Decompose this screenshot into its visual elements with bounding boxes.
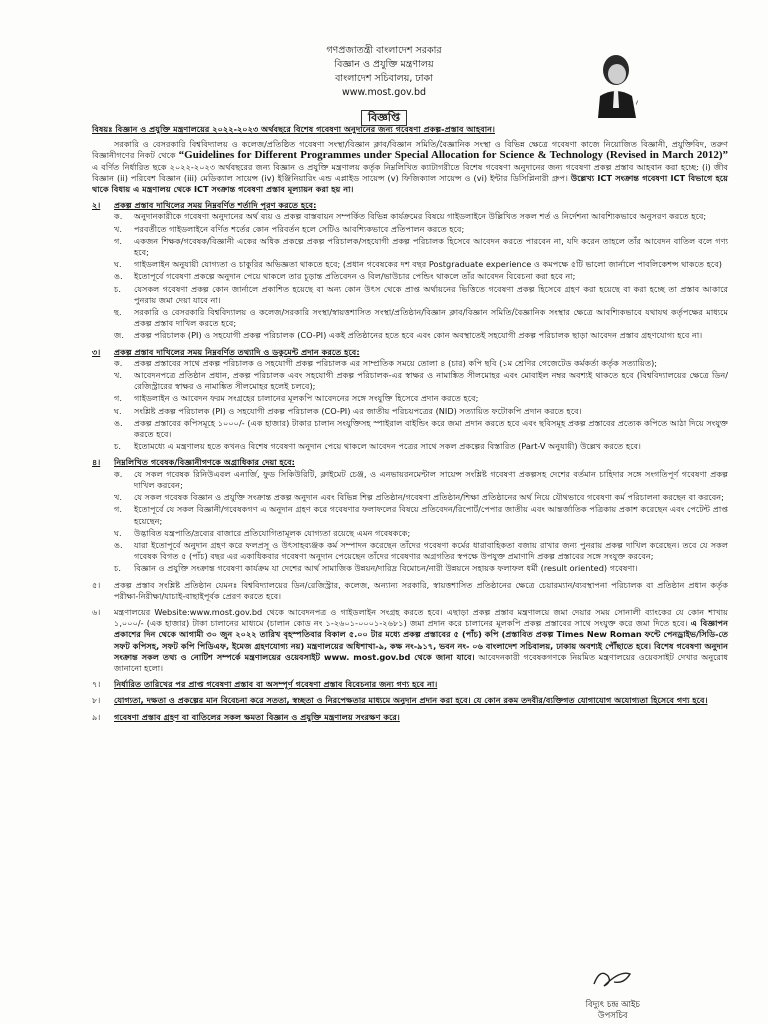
notice-title-box — [0, 106, 768, 126]
govt-name: গণপ্রজাতন্ত্রী বাংলাদেশ সরকার — [326, 45, 442, 56]
list-item: ঘ. গাইডলাইন অনুযায়ী যোগ্যতা ও চাকুরির অভিজ্ঞতা থাকতে হবে; (প্রধান গবেষকের দশ বছর Postgraduate experience ও কমপক্ষে ৫টি ভালো জার্নালে পাবলিকেশন্স থাকতে হবে) — [114, 259, 722, 270]
list-item: ঘ. উদ্ভাবিত যন্ত্রপাতি/দ্রব্যের বাজারে প্রতিযোগিতামূলক যোগ্যতা রয়েছে এমন গবেষককে; — [114, 527, 411, 538]
list-item: ঘ. সংশ্লিষ্ট প্রকল্প পরিচালক (PI) ও সহযোগী প্রকল্প পরিচালক (CO-PI) এর জাতীয় পরিচয়পত্রের (NID) সত্যায়িত ফটোকপি প্রদান করতে হবে। — [114, 405, 582, 416]
para6-text1: মন্ত্রণালয়ের Website:www.most.gov.bd থেকে আবেদনপত্র ও গাইডলাইন সংগ্রহ করতে হবে। এছাড়া প্রকল্প প্রস্তাব মন্ত্রণালয়ে জমা দেয়ার সময় সোনালী ব্যাংকের যে কোন শাখায় ১,০০০/- (এক হাজার) টাকা চালানের মাধ্যমে (চালান কোড নং ১-২৬০১-০০০১-২৬৮১) জমা প্রদান করে চালানের মূলকপি প্রকল্প প্রস্তাবের সাথে সংযুক্ত করে জমা দিতে হবে। — [114, 606, 728, 629]
section-2-heading: ২। প্রকল্প প্রস্তাব দাখিলের সময় নিম্নবর্ণিত শর্তাদি পূরণ করতে হবে: — [92, 200, 317, 211]
signature-mark — [590, 964, 636, 992]
list-item: ছ. সরকারি ও বেসরকারি বিশ্ববিদ্যালয় ও কলেজ/সরকারি সংস্থা/স্বায়ত্তশাসিত সংস্থা/প্রতিষ্ঠান/বিজ্ঞান ক্লাব/বিজ্ঞান সমিতি/বৈজ্ঞানিক সংস্থার ক্ষেত্রে আবশ্যিকভাবে যথাযথ কর্তৃপক্ষের মাধ্যমে প্রকল্প প্রস্তাব দাখিল করতে হবে; — [114, 307, 728, 329]
notice-body — [92, 124, 728, 723]
list-item: ক. অনুদানকারীকে গবেষণা অনুদানের অর্থ ব্যয় ও প্রকল্প বাস্তবায়ন সম্পর্কিত বিভিন্ন কার্যক্রমের বিষয়ে গাইডলাইনে উল্লিখিত সকল শর্ত ও নির্দেশনা আবশ্যিকভাবে অনুসরণ করতে হবে; — [114, 211, 707, 222]
subject-line: বিষয়ঃ বিজ্ঞান ও প্রযুক্তি মন্ত্রণালয়ের ২০২২-২০২৩ অর্থবছরে বিশেষ গবেষণা অনুদানের জন্য গবেষণা প্রকল্প-প্রস্তাব আহবান। — [92, 124, 495, 134]
list-item: গ. একজন শিক্ষক/গবেষক/বিজ্ঞানী একের অধিক প্রকল্পে প্রকল্প পরিচালক/সহযোগী প্রকল্প পরিচালক হিসেবে আবেদন করতে পারবেন না, যদি করেন তাহলে তাঁর আবেদন বাতিল বলে গণ্য হবে; — [114, 235, 728, 258]
section-4-heading: ৪। নিম্নলিখিত গবেষক/বিজ্ঞানীগণকে অগ্রাধিকার দেয়া হবে: — [92, 457, 295, 468]
section-4-list — [114, 469, 728, 575]
list-item: খ. যে সকল গবেষক বিজ্ঞান ও প্রযুক্তি সংক্রান্ত প্রকল্প অনুদান এবং বিভিন্ন শিল্প প্রতিষ্ঠান/গবেষণা প্রতিষ্ঠান/শিক্ষা প্রতিষ্ঠানের অর্থ নিয়ে যৌথভাবে গবেষণা কর্ম পরিচালনা করছেন বা করবেন; — [114, 492, 724, 503]
ministry-address: বাংলাদেশ সচিবালয়, ঢাকা — [335, 73, 433, 84]
section-3-heading: ৩। প্রকল্প প্রস্তাব দাখিলের সময় নিম্নবর্ণিত তথ্যাদি ও ডকুমেন্ট প্রদান করতে হবে: — [92, 346, 360, 357]
section-3 — [92, 347, 728, 453]
section-3-list — [114, 358, 728, 453]
notice-title: বিজ্ঞপ্তি — [361, 110, 407, 126]
list-item: খ. পরবর্তীতে গাইডলাইনে বর্ণিত শর্তের কোন পরিবর্তন হলে সেটিও আবশ্যিকভাবে প্রতিপালন করতে হবে; — [114, 223, 465, 234]
paragraph-6: ৬। মন্ত্রণালয়ের Website:www.most.gov.bd থেকে আবেদনপত্র ও গাইডলাইন সংগ্রহ করতে হবে। এছাড়া প্রকল্প প্রস্তাব মন্ত্রণালয়ে জমা দেয়ার সময় সোনালী ব্যাংকের যে কোন শাখায় ১,০০০/- (এক হাজার) টাকা চালানের মাধ্যমে (চালান কোড নং ১-২৬০১-০০০১-২৬৮১) জমা প্রদান করে চালানের মূলকপি প্রকল্প প্রস্তাবের সাথে সংযুক্ত করে জমা দিতে হবে। এ বিজ্ঞাপন প্রকাশের দিন থেকে আগামী ৩০ জুন ২০২২ তারিখ বৃহস্পতিবার বিকাল ৫.০০ টার মধ্যে প্রকল্প প্রস্তাবের ৫ (পাঁচ) কপি (প্রস্তাবিত প্রকল্প Times New Roman ফন্টে পেনড্রাইভ/সিডি-তে সফট কপিসহ, সফট কপি পিডিএফ, ইমেজ গ্রহণযোগ্য নয়) মন্ত্রণালয়ের অধিশাখা-৯, কক্ষ নং-৯১৭, ভবন নং- ০৬ বাংলাদেশ সচিবালয়, ঢাকায় অবশ্যই পৌঁছাতে হবে। বিশেষ গবেষণা অনুদান সংক্রান্ত সকল তথ্য ও নোটিশ সম্পর্কে মন্ত্রণালয়ের ওয়েবসাইট www. most.gov.bd থেকে জানা যাবে। আবেদনকারী গবেষকগণকে নিয়মিত মন্ত্রণালয়ের ওয়েবসাইট দেখার অনুরোধ জানানো হলো। — [92, 606, 728, 673]
para6-text3: আবেদনকারী গবেষকগণকে নিয়মিত মন্ত্রণালয়ের ওয়েবসাইট দেখার অনুরোধ জানানো হলো। — [114, 651, 728, 673]
paragraph-5: ৫। প্রকল্প প্রস্তাব সংশ্লিষ্ট প্রতিষ্ঠান যেমনঃ বিশ্ববিদ্যালয়ের ডিন/রেজিস্ট্রার, কলেজ, অন্যান্য সরকারি, স্বায়ত্তশাসিত প্রতিষ্ঠানের ক্ষেত্রে চেয়ারম্যান/ব্যবস্থাপনা পরিচালক বা প্রতিষ্ঠান প্রধান কর্তৃক পরীক্ষা-নিরীক্ষা/যাচাই-বাছাইপূর্বক প্রেরণ করতে হবে। — [92, 579, 728, 601]
list-item: গ. ইতোপূর্বে যে সকল বিজ্ঞানী/গবেষকগণ এ অনুদান গ্রহণ করে গবেষণার ফলাফলের বিষয়ে প্রতিবেদন/রিপোর্ট/পেপার জাতীয় এবং আন্তর্জাতিক পত্রিকায় প্রকাশ করেছেন এবং পেটেন্ট প্রাপ্ত হয়েছেন; — [114, 504, 728, 526]
signature-block — [586, 964, 640, 1022]
guideline-title: “Guidelines for Different Programmes under Special Allocation for Science & Technology (Revised in March 2012)” — [178, 149, 728, 162]
ministry-name: বিজ্ঞান ও প্রযুক্তি মন্ত্রণালয় — [334, 59, 434, 70]
list-item: ঙ. ইতোপূর্বে গবেষণা প্রকল্পে অনুদান পেয়ে থাকলে তার চূড়ান্ত প্রতিবেদন ও বিল/ভাউচার পেন্ডিং থাকলে তাঁর আবেদন বিবেচনা করা হবে না; — [114, 271, 576, 282]
list-item: গ. গাইডলাইন ও আবেদন ফরম সংগ্রহের চালানের মূলকপি আবেদনের সঙ্গে সংযুক্তি হিসেবে প্রদান করতে হবে; — [114, 393, 479, 404]
ict-note: উল্লেখ্য ICT সংক্রান্ত গবেষণা ICT বিভাগে হয়ে থাকে বিধায় এ মন্ত্রণালয় থেকে ICT সংক্রান্ত গবেষণা প্রস্তাব মূল্যায়ন করা হয় না। — [92, 172, 728, 195]
list-item: ঙ. প্রকল্প প্রস্তাবের কপিসমূহে ১০০০/- (এক হাজার) টাকার চালান সংযুক্তিসহ স্পাইরাল বাইন্ডিং করে জমা প্রদান করতে হবে এবং ছবিসমূহ প্রকল্প প্রস্তাবের প্রত্যেক কপিতে আঠা দিয়ে সংযুক্ত করতে হবে। — [114, 417, 728, 440]
letterhead — [0, 44, 768, 100]
signatory-designation: উপসচিব — [597, 1011, 628, 1021]
list-item: চ. যেসকল গবেষণা প্রকল্প কোন জার্নালে প্রকাশিত হয়েছে বা অন্য কোন উৎস থেকে প্রাপ্ত অর্থায়নের ভিত্তিতে গবেষণা প্রকল্প হিসেবে গ্রহণ করা হয়েছে বা করা হচ্ছে তা প্রস্তাব আকারে পুনরায় জমা দেয়া যাবে না। — [114, 283, 728, 305]
section-4 — [92, 457, 728, 574]
para6-deadline: এ বিজ্ঞাপন প্রকাশের দিন থেকে আগামী ৩০ জুন ২০২২ তারিখ বৃহস্পতিবার বিকাল ৫.০০ টার মধ্যে প্রকল্প প্রস্তাবের ৫ (পাঁচ) কপি (প্রস্তাবিত প্রকল্প Times New Roman ফন্টে পেনড্রাইভ/সিডি-তে সফট কপিসহ, সফট কপি পিডিএফ, ইমেজ গ্রহণযোগ্য নয়) মন্ত্রণালয়ের অধিশাখা-৯, কক্ষ নং-৯১৭, ভবন নং- ০৬ বাংলাদেশ সচিবালয়, ঢাকায় অবশ্যই পৌঁছাতে হবে। বিশেষ গবেষণা অনুদান সংক্রান্ত সকল তথ্য ও নোটিশ সম্পর্কে মন্ত্রণালয়ের ওয়েবসাইট www. most.gov.bd থেকে জানা যাবে। — [114, 618, 728, 662]
svg-text:~: ~ — [632, 98, 642, 107]
paragraph-7: ৭। নির্ধারিত তারিখের পর প্রাপ্ত গবেষণা প্রস্তাব বা অসম্পূর্ণ গবেষণা প্রস্তাব বিবেচনার জন্য গণ্য হবে না। — [92, 679, 438, 690]
list-item: জ. প্রকল্প পরিচালক (PI) ও সহযোগী প্রকল্প পরিচালক (CO-PI) একই প্রতিষ্ঠানের হতে হবে এবং কোন অবস্থাতেই সহযোগী প্রকল্প পরিচালক ছাড়া আবেদন প্রস্তাব গ্রহণযোগ্য হবে না। — [114, 330, 703, 341]
signatory-name: বিদ্যুৎ চন্দ্র আইচ — [585, 1000, 640, 1010]
list-item: ঙ. যারা ইতোপূর্বে অনুদান গ্রহণ করে ফলপ্রসূ ও উৎসাহব্যঞ্জক কর্ম সম্পাদন করেছেন তাঁদের গবেষণা কর্মের ধারাবাহিকতা বজায় রাখার জন্য পুনরায় প্রকল্প দাখিল করেছেন। তবে যে সকল গবেষক বিগত ৫ (পাঁচ) বছর এর একাধিকবার গবেষণা অনুদান পেয়েছেন তাঁদের গবেষণার অগ্রগতির স্বপক্ষে উপযুক্ত প্রমাণাদি প্রকল্প প্রস্তাবের সঙ্গে সংযুক্ত করবেন; — [114, 539, 728, 562]
paragraph-9: ৯। গবেষণা প্রস্তাব গ্রহণ বা বাতিলের সকল ক্ষমতা বিজ্ঞান ও প্রযুক্তি মন্ত্রণালয় সংরক্ষণ করে। — [92, 711, 400, 722]
paragraph-8: ৮। যোগ্যতা, দক্ষতা ও প্রকল্পের মান বিবেচনা করে সততা, স্বচ্ছতা ও নিরপেক্ষতার মাধ্যমে অনুদান প্রদান করা হবে। যে কোন রকম তদবীর/ব্যক্তিগত যোগাযোগ অযোগ্যতা হিসেবে গণ্য হবে। — [92, 695, 708, 706]
intro-part1: সরকারি ও বেসরকারি বিশ্ববিদ্যালয় ও কলেজ/প্রতিষ্ঠিত গবেষণা সংস্থা/বিজ্ঞান ক্লাব/বিজ্ঞান সমিতি/বৈজ্ঞানিক সংস্থা ও বিভিন্ন ক্ষেত্রে গবেষণা কাজে নিয়োজিত বিজ্ঞানী, প্রযুক্তিবিদ, তরুণ বিজ্ঞানীগণের নিকট থেকে — [92, 139, 728, 161]
list-item: ক. যে সকল গবেষক রিনিউএবল এনার্জি, ফুড সিকিউরিটি, ক্লাইমেট চেঞ্জ, ও এনভায়রনমেন্টাল সায়েন্স সংশ্লিষ্ট গবেষণা প্রকল্পসহ দেশের বর্তমান চাহিদার সঙ্গে সংগতিপূর্ণ গবেষণা প্রকল্প দাখিল করবেন; — [114, 468, 728, 490]
list-item: চ. বিজ্ঞান ও প্রযুক্তি সংক্রান্ত গবেষণা কার্যক্রম যা দেশের আর্থ সামাজিক উন্নয়ন/দারিদ্র বিমোচন/নারী উন্নয়নে সহায়ক ফলাফল ধর্মী (result oriented) গবেষণা। — [114, 563, 638, 574]
list-item: চ. ইতোমধ্যে এ মন্ত্রণালয় হতে কখনও বিশেষ গবেষণা অনুদান পেয়ে থাকলে আবেদন পত্রের সাথে সকল প্রকল্পের বিস্তারিত (Part-V অনুযায়ী) উল্লেখ করতে হবে। — [114, 441, 641, 452]
section-2 — [92, 200, 728, 341]
intro-part2: এ বর্ণিত নির্ধারিত ছকে ২০২২-২০২৩ অর্থবছরের জন্য বিজ্ঞান ও প্রযুক্তি মন্ত্রণালয় কর্তৃক নিম্নলিখিত ক্যাটাগরীতে বিশেষ গবেষণা অনুদানের জন্য গবেষণা প্রকল্প প্রস্তাব আহবান করা হচ্ছে: (i) জীব বিজ্ঞান (ii) পরিবেশ বিজ্ঞান (iii) মেডিক্যাল সায়েন্স (iv) ইঞ্জিনিয়ারিং এন্ড এপ্লাইড সায়েন্স (v) ফিজিক্যাল সায়েন্স ও (vi) ইন্টার ডিসিপ্লিনারী গ্রুপ। — [92, 161, 728, 183]
intro-paragraph — [92, 139, 728, 195]
section-2-list — [114, 211, 728, 341]
ministry-website: www.most.gov.bd — [341, 87, 427, 98]
list-item: খ. আবেদনপত্রে প্রতিষ্ঠান প্রধান, প্রকল্প পরিচালক এবং সহযোগী প্রকল্প পরিচালক-এর স্বাক্ষর ও নামাঙ্কিত সীলমোহর এবং মোবাইল নম্বর অবশ্যই থাকতে হবে (বিশ্ববিদ্যালয়ের ক্ষেত্রে ডিন/রেজিস্ট্রারের স্বাক্ষর ও নামাঙ্কিত সীলমোহর হলেই চলবে); — [114, 370, 728, 392]
list-item: ক. প্রকল্প প্রস্তাবের সাথে প্রকল্প পরিচালক ও সহযোগী প্রকল্প পরিচালক এর সাম্প্রতিক সময়ে তোলা ৪ (চার) কপি ছবি (১ম শ্রেণির গেজেটেড কর্মকর্তা কর্তৃক সত্যায়িত); — [114, 357, 658, 368]
